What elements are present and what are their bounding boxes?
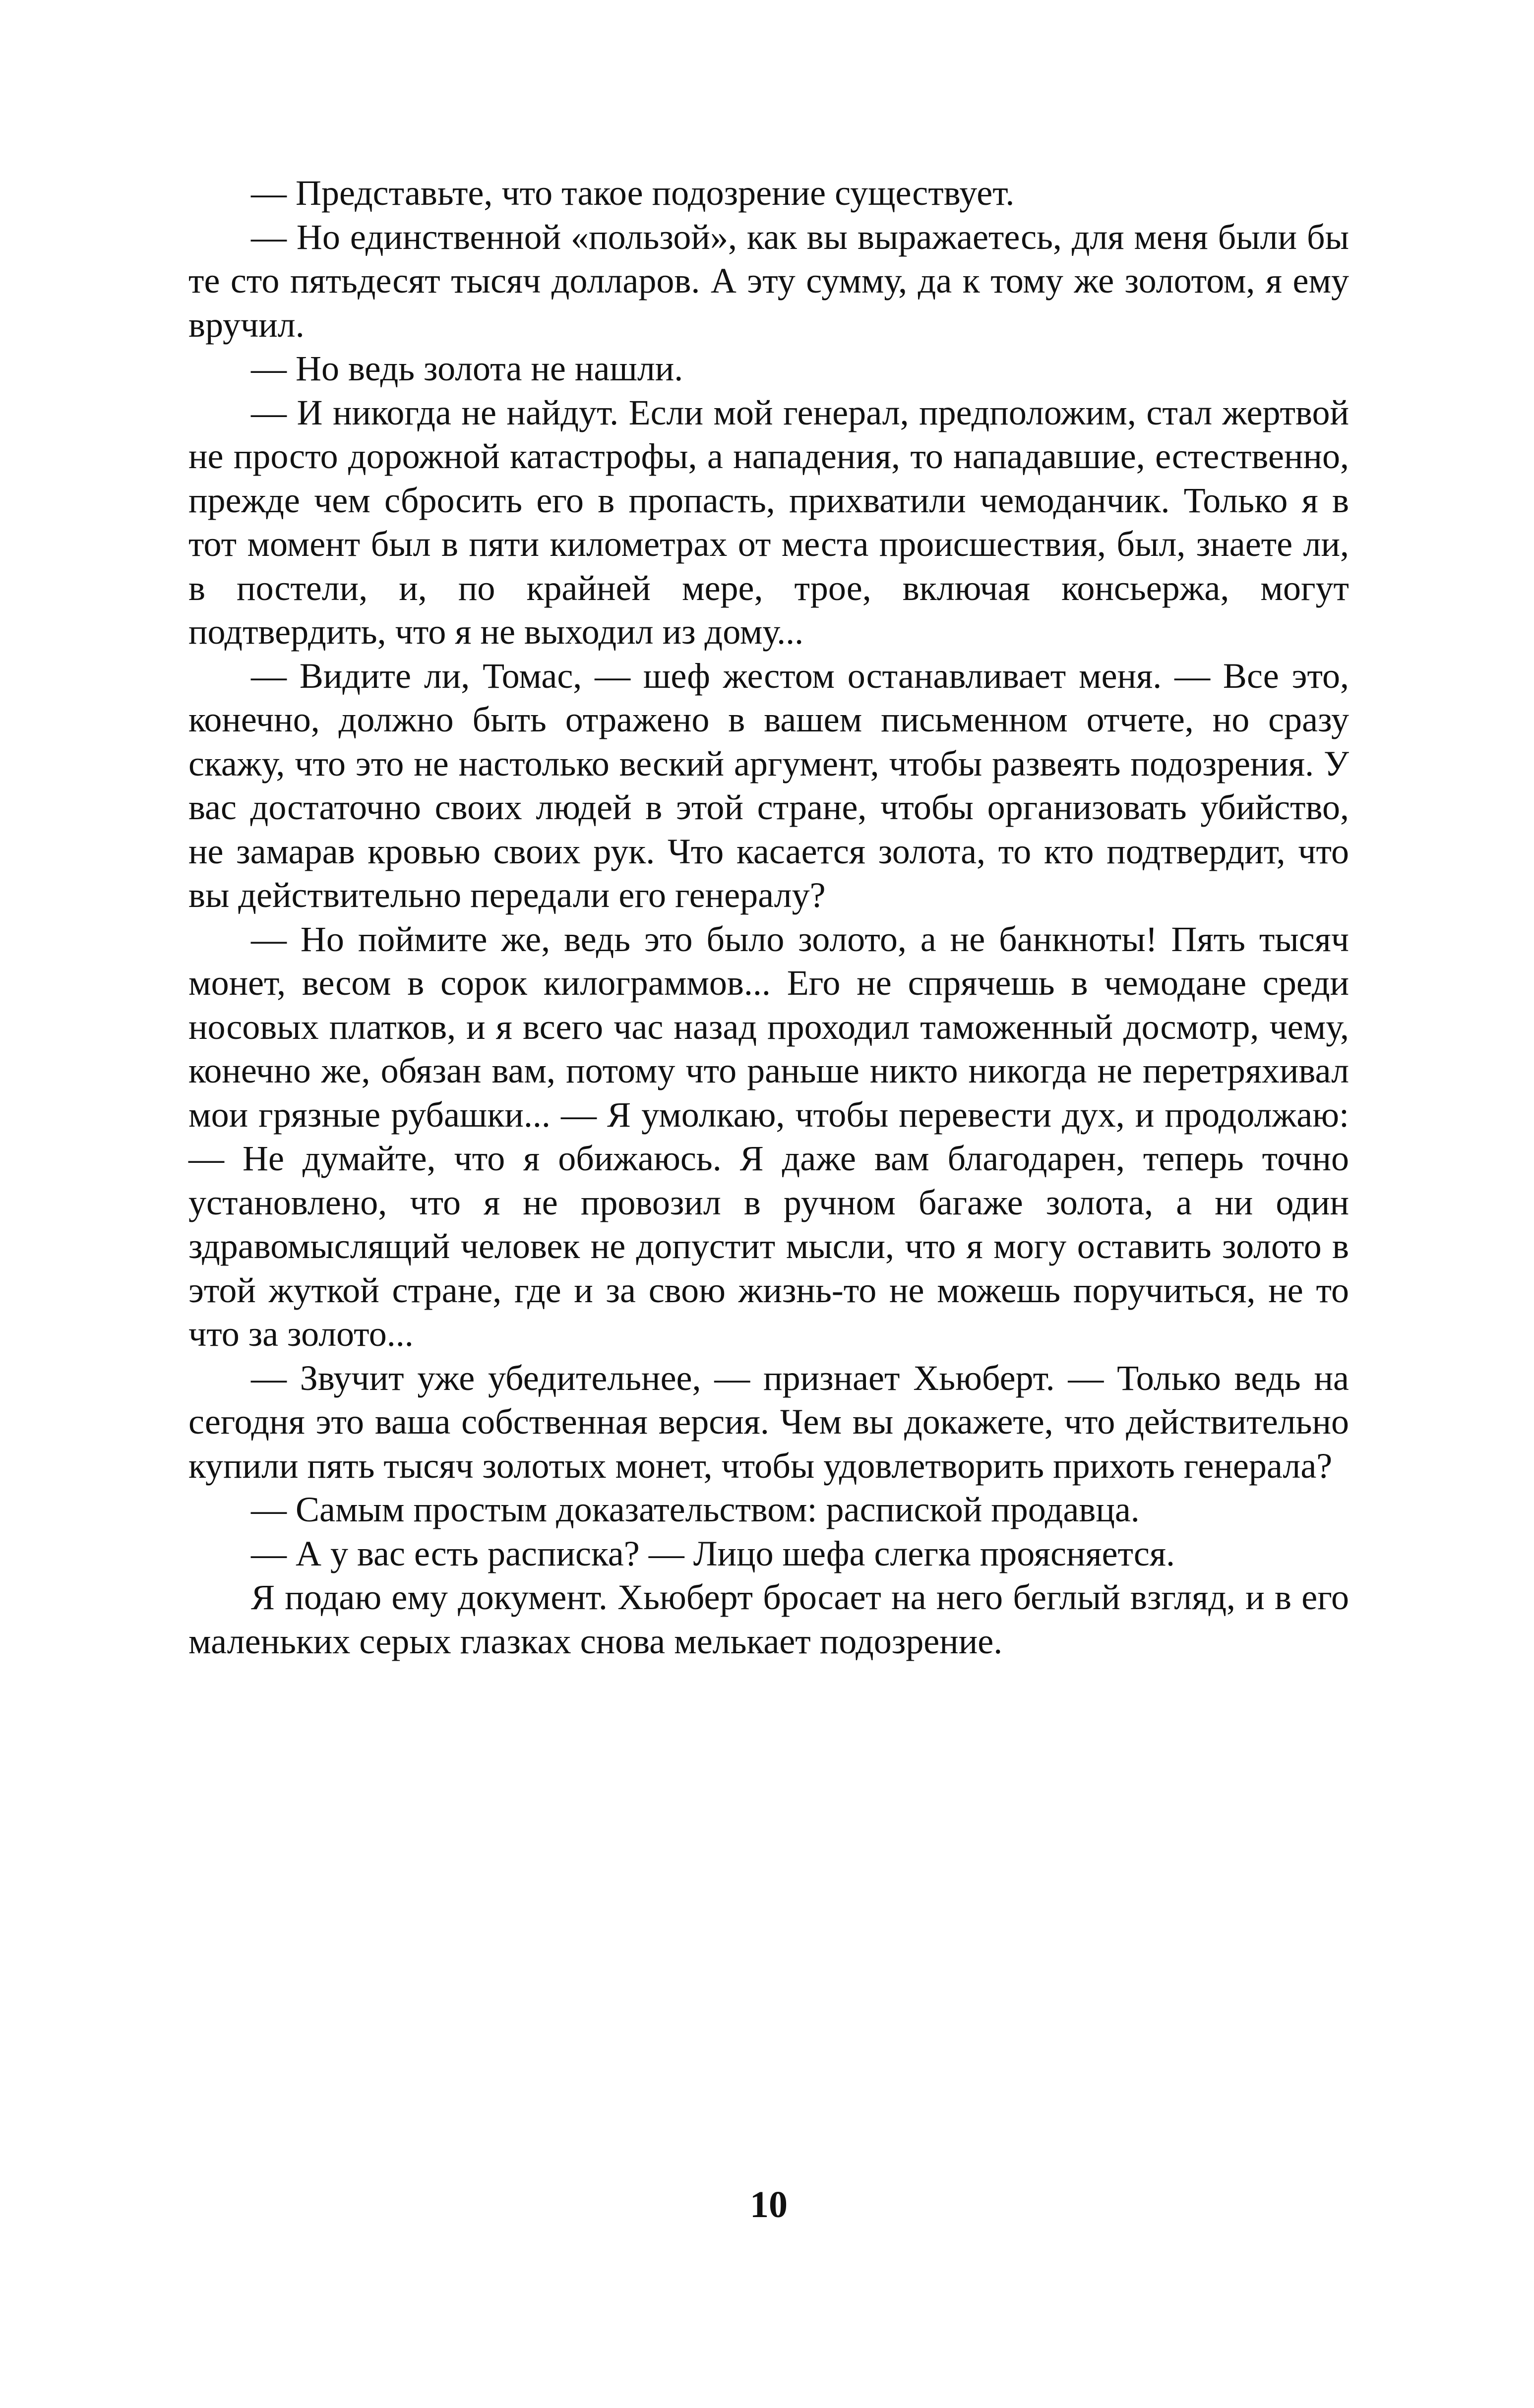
paragraph-4: — И никогда не найдут. Если мой генерал, предположим, стал жертвой не просто дорожной катастрофы, а нападения, то нападавшие, естественно, прежде чем сбросить его в пропасть, прихватили чемоданчик. Только я в тот момент был в пяти километрах от места происшествия, был, знаете ли, в постели, и, по крайней мере, трое, включая консьержа, могут подтвердить, что я не выходил из дому...	[188, 392, 1349, 652]
paragraph-7: — Звучит уже убедительнее, — признает Хьюберт. — Только ведь на сегодня это ваша собственная версия. Чем вы докажете, что действительно купили пять тысяч золотых монет, чтобы удовлетворить прихоть генерала?	[188, 1358, 1349, 1486]
paragraph-5: — Видите ли, Томас, — шеф жестом останавливает меня. — Все это, конечно, должно быть отражено в вашем письменном отчете, но сразу скажу, что это не настолько веский аргумент, чтобы развеять подозрения. У вас достаточно своих людей в этой стране, чтобы организовать убийство, не замарав кровью своих рук. Что касается золота, то кто подтвердит, что вы действительно передали его генералу?	[188, 656, 1349, 915]
paragraph-1: — Представьте, что такое подозрение существует.	[251, 173, 1015, 213]
page-number: 10	[750, 2184, 788, 2226]
paragraph-2: — Но единственной «пользой», как вы выражаетесь, для меня были бы те сто пятьдесят тысяч долларов. А эту сумму, да к тому же золотом, я ему вручил.	[188, 217, 1349, 345]
paragraph-9: — А у вас есть расписка? — Лицо шефа слегка проясняется.	[251, 1533, 1175, 1573]
book-page	[188, 171, 1349, 2229]
paragraph-8: — Самым простым доказательством: распиской продавца.	[251, 1490, 1140, 1529]
paragraph-10: Я подаю ему документ. Хьюберт бросает на него беглый взгляд, и в его маленьких серых глазках снова мелькает подозрение.	[188, 1577, 1349, 1661]
paragraph-3: — Но ведь золота не нашли.	[251, 349, 683, 388]
body-text	[188, 171, 1349, 1663]
paragraph-6: — Но поймите же, ведь это было золото, а не банкноты! Пять тысяч монет, весом в сорок килограммов... Его не спрячешь в чемодане среди носовых платков, и я всего час назад проходил таможенный досмотр, чему, конечно же, обязан вам, потому что раньше никто никогда не перетряхивал мои грязные рубашки... — Я умолкаю, чтобы перевести дух, и продолжаю: — Не думайте, что я обижаюсь. Я даже вам благодарен, теперь точно установлено, что я не провозил в ручном багаже золота, а ни один здравомыслящий человек не допустит мысли, что я могу оставить золото в этой жуткой стране, где и за свою жизнь-то не можешь поручиться, не то что за золото...	[188, 919, 1349, 1354]
